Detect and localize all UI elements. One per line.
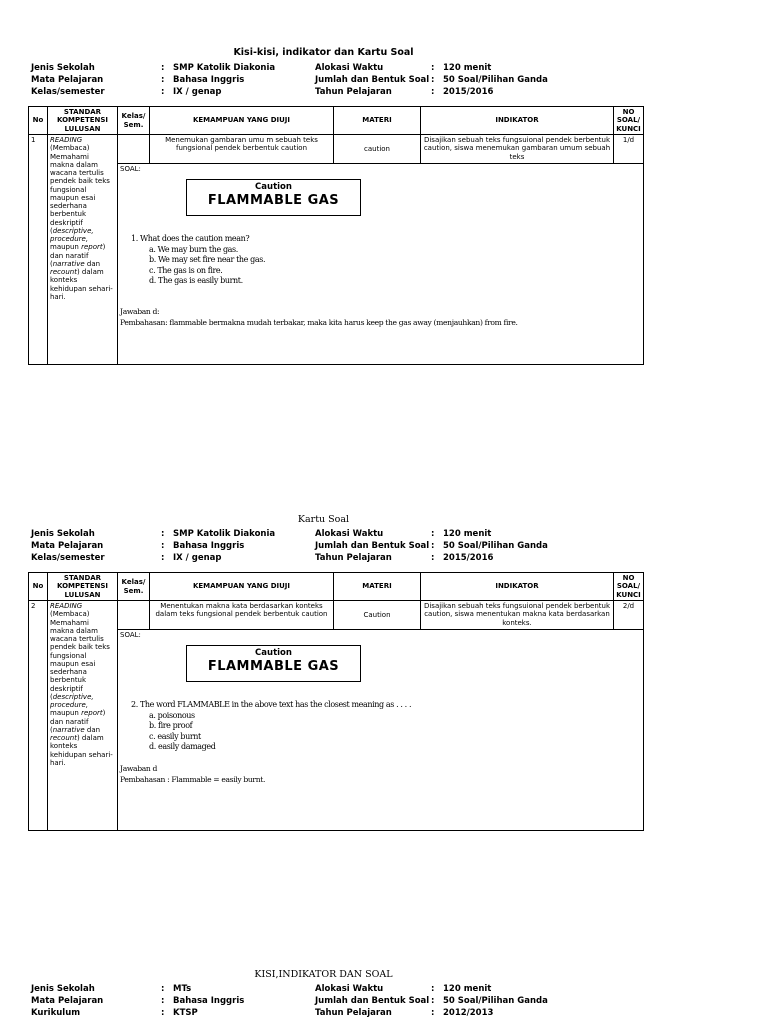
card-2-title: Kartu Soal [297,514,350,525]
card-2-info: Jenis Sekolah : SMP Katolik Diakonia Alokasi Waktu : 120 menit Mata Pelajaran : Bahasa Inggris Jumlah dan Bentuk Soal : 50 Soal/Pilihan Ganda Kelas/semester : IX / genap Tahun Pelajaran : 2015/2016 [31,529,548,563]
question-text: 2. The word FLAMMABLE in the above text has the closest meaning as . . . . [131,700,412,709]
alokasi-waktu-label: Alokasi Waktu [315,63,384,73]
table-row [29,601,644,630]
kurikulum-label: Kurikulum [31,1008,81,1018]
alokasi-waktu-value: 120 menit [443,63,492,73]
card-3 [28,967,619,1023]
kunci-cell: 1/d [614,135,644,164]
kemampuan-cell: Menentukan makna kata berdasarkan konteks dalam teks fungsional pendek berbentuk caution [150,601,334,630]
table-header-row [29,573,644,601]
jenis-sekolah-label: Jenis Sekolah [31,984,95,994]
kelas-semester-label: Kelas/semester [31,87,105,97]
materi-cell: Caution [334,601,421,630]
jenis-sekolah-label: Jenis Sekolah [31,529,95,539]
card-1 [28,46,641,366]
kemampuan-cell: Menemukan gambaran umu m sebuah teks fungsional pendek berbentuk caution [150,135,334,164]
table-header-row [29,107,644,135]
jumlah-soal-value: 50 Soal/Pilihan Ganda [443,996,548,1006]
jumlah-soal-label: Jumlah dan Bentuk Soal [315,541,430,551]
mata-pelajaran-label: Mata Pelajaran [31,541,104,551]
standar-kompetensi: READING (Membaca) Memahami makna dalam wacana tertulis pendek baik teks fungsional maupun esai sederhana berbentuk deskriptif (descriptive, procedure, maupun report) dan naratif (narrative dan recount) dalam konteks kehidupan sehari-hari. [48,135,118,365]
alokasi-waktu-label: Alokasi Waktu [315,984,384,994]
jawaban-text: Jawaban d [120,764,158,773]
soal-cell [118,164,644,365]
option-b: b. fire proof [149,721,193,730]
header-kelas: Kelas/ Sem. [118,107,150,135]
option-c: c. easily burnt [149,731,201,741]
indikator-cell: Disajikan sebuah teks fungsuional pendek berbentuk caution, siswa menentukan makna kata berdasarkan konteks. [421,601,614,630]
jenis-sekolah-value: SMP Katolik Diakonia [173,63,276,73]
jenis-sekolah-value: SMP Katolik Diakonia [173,529,276,539]
option-a: a. We may burn the gas. [149,244,238,254]
mata-pelajaran-label: Mata Pelajaran [31,996,104,1006]
answer-block [120,307,518,328]
header-standar: STANDAR KOMPETENSI LULUSAN [48,107,118,135]
kunci-cell: 2/d [614,601,644,630]
caution-sign [186,179,361,216]
pembahasan-text: Pembahasan: flammable bermakna mudah terbakar, maka kita harus keep the gas away (menjauhkan) from fire. [120,317,518,327]
header-no: No [29,573,48,601]
kelas-sem-cell [118,601,150,630]
card-2-table [28,572,644,831]
standar-kompetensi: READING (Membaca) Memahami makna dalam wacana tertulis pendek baik teks fungsional maupun esai sederhana berbentuk deskriptif (descriptive, procedure, maupun report) dan naratif (narrative dan recount) dalam konteks kehidupan sehari-hari. [48,601,118,831]
option-c: c. The gas is on fire. [149,265,223,275]
caution-text: FLAMMABLE GAS [207,659,340,675]
kelas-semester-value: IX / genap [173,87,222,97]
kelas-sem-cell [118,135,150,164]
header-kemampuan: KEMAMPUAN YANG DIUJI [150,107,334,135]
alokasi-waktu-label: Alokasi Waktu [315,529,384,539]
card-3-info: Jenis Sekolah : MTs Alokasi Waktu : 120 menit Mata Pelajaran : Bahasa Inggris Jumlah dan Bentuk Soal : 50 Soal/Pilihan Ganda Kurikulum : KTSP Tahun Pelajaran : 2012/2013 [31,984,548,1018]
card-1-info: Jenis Sekolah : SMP Katolik Diakonia Alokasi Waktu : 120 menit Mata Pelajaran : Bahasa Inggris Jumlah dan Bentuk Soal : 50 Soal/Pilihan Ganda Kelas/semester : IX / genap Tahun Pelajaran : 2015/2016 [31,63,548,97]
alokasi-waktu-value: 120 menit [443,529,492,539]
jumlah-soal-label: Jumlah dan Bentuk Soal [315,996,430,1006]
soal-label: SOAL: [120,631,141,639]
table-row [29,135,644,164]
question-block [131,234,265,287]
caution-title: Caution [255,182,292,192]
header-materi: MATERI [334,107,421,135]
header-kunci: NO SOAL/ KUNCI [614,107,644,135]
mata-pelajaran-label: Mata Pelajaran [31,75,104,85]
header-kunci: NO SOAL/ KUNCI [614,573,644,601]
option-d: d. easily damaged [149,742,216,751]
tahun-pelajaran-value: 2015/2016 [443,553,494,563]
tahun-pelajaran-value: 2015/2016 [443,87,494,97]
tahun-pelajaran-value: 2012/2013 [443,1008,494,1018]
mata-pelajaran-value: Bahasa Inggris [173,996,245,1006]
alokasi-waktu-value: 120 menit [443,984,492,994]
mata-pelajaran-value: Bahasa Inggris [173,541,245,551]
header-kemampuan: KEMAMPUAN YANG DIUJI [150,573,334,601]
tahun-pelajaran-label: Tahun Pelajaran [315,1008,392,1018]
header-kelas: Kelas/ Sem. [118,573,150,601]
kelas-semester-value: IX / genap [173,553,222,563]
tahun-pelajaran-label: Tahun Pelajaran [315,87,392,97]
jumlah-soal-value: 50 Soal/Pilihan Ganda [443,541,548,551]
question-block [131,700,411,753]
header-indikator: INDIKATOR [421,107,614,135]
caution-title: Caution [255,648,292,658]
mata-pelajaran-value: Bahasa Inggris [173,75,245,85]
soal-label: SOAL: [120,165,141,173]
header-standar: STANDAR KOMPETENSI LULUSAN [48,573,118,601]
option-d: d. The gas is easily burnt. [149,276,243,285]
materi-cell: caution [334,135,421,164]
jawaban-text: Jawaban d: [120,307,160,316]
card-3-title: KISI,INDIKATOR DAN SOAL [254,969,393,980]
row-no: 1 [29,135,48,365]
soal-cell [118,630,644,831]
indikator-cell: Disajikan sebuah teks fungsuional pendek berbentuk caution, siswa menemukan gambaran umum sebuah teks [421,135,614,164]
row-no: 2 [29,601,48,831]
card-1-title: Kisi-kisi, indikator dan Kartu Soal [233,47,414,58]
soal-row [29,630,644,831]
jumlah-soal-label: Jumlah dan Bentuk Soal [315,75,430,85]
header-no: No [29,107,48,135]
option-b: b. We may set fire near the gas. [149,255,266,264]
kurikulum-value: KTSP [173,1008,198,1018]
card-1-table [28,106,644,365]
header-materi: MATERI [334,573,421,601]
caution-text: FLAMMABLE GAS [207,193,340,209]
option-a: a. poisonous [149,710,195,720]
card-2 [28,512,641,837]
caution-sign [186,645,361,682]
jenis-sekolah-label: Jenis Sekolah [31,63,95,73]
answer-block [120,764,265,785]
header-indikator: INDIKATOR [421,573,614,601]
jenis-sekolah-value: MTs [173,984,192,994]
soal-row [29,164,644,365]
tahun-pelajaran-label: Tahun Pelajaran [315,553,392,563]
jumlah-soal-value: 50 Soal/Pilihan Ganda [443,75,548,85]
kelas-semester-label: Kelas/semester [31,553,105,563]
pembahasan-text: Pembahasan : Flammable = easily burnt. [120,774,266,784]
question-text: 1. What does the caution mean? [131,234,250,243]
